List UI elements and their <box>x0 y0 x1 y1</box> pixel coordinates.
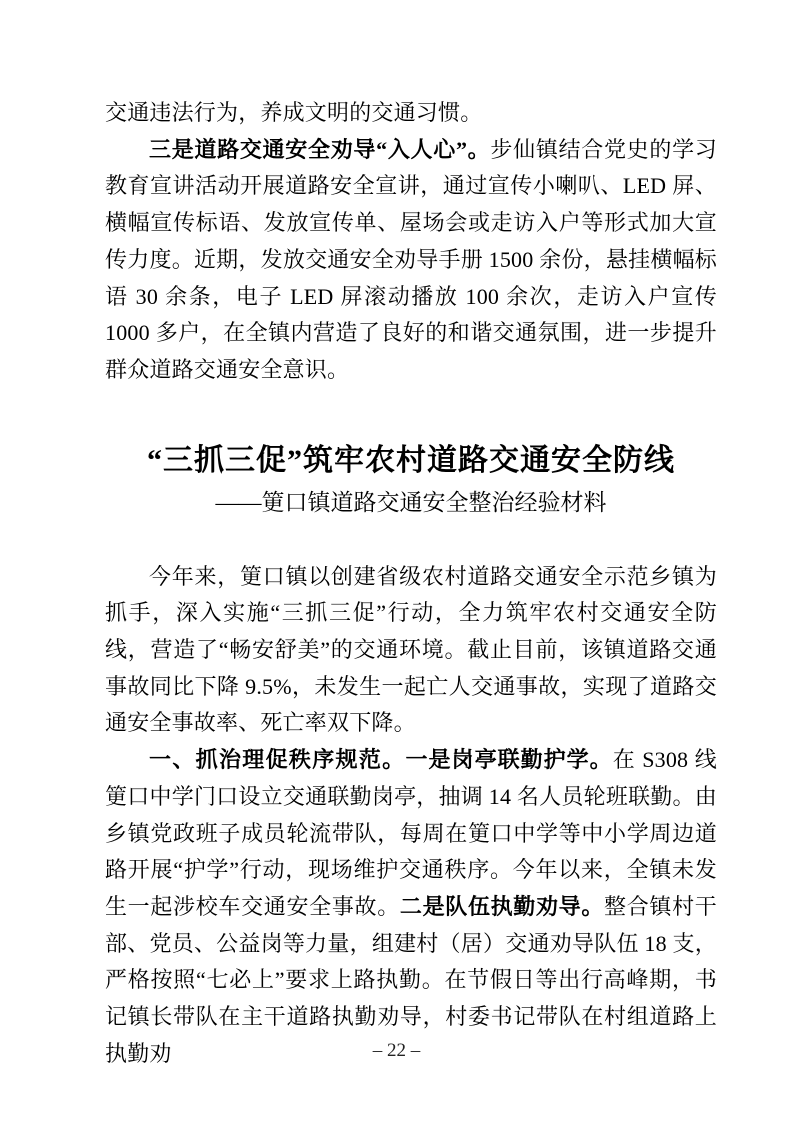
measure-point1-bold: 一是岗亭联勤护学。 <box>405 747 613 773</box>
section-title: “三抓三促”筑牢农村道路交通安全防线 <box>147 443 675 477</box>
measure-point2-bold: 二是队伍执勤劝导。 <box>399 893 605 919</box>
point3-body-text: 步仙镇结合党史的学习教育宣讲活动开展道路安全宣讲，通过宣传小喇叭、LED 屏、横幅宣传标语、发放宣传单、屋场会或走访入户等形式加大宣传力度。近期，发放交通安全劝导手册 1500 余份，悬挂横幅标语 30 余条，电子 LED 屏滚动播放 100 余次，走访入户宣传 1000 多户，在全镇内营造了良好的和谐交通氛围，进一步提升群众道路交通安全意识。 <box>105 136 717 382</box>
intro-paragraph-continuation-text: 交通违法行为，养成文明的交通习惯。 <box>105 100 483 125</box>
section-paragraph-measures <box>105 742 717 1072</box>
section-paragraph-overview <box>105 559 717 743</box>
measure-point2-text: 整合镇村干部、党员、公益岗等力量，组建村（居）交通劝导队伍 18 支，严格按照“七必上”要求上路执勤。在节假日等出行高峰期，书记镇长带队在主干道路执勤劝导，村委书记带队在村组道路上执勤劝 <box>105 893 717 1066</box>
section-subtitle: ——筻口镇道路交通安全整治经验材料 <box>215 489 607 515</box>
intro-paragraph-continuation <box>105 95 717 132</box>
measure-heading-bold: 一、抓治理促秩序规范。 <box>149 747 406 773</box>
measure-point1-text: 在 S308 线筻口中学门口设立交通联勤岗亭，抽调 14 名人员轮班联勤。由乡镇党政班子成员轮流带队，每周在筻口中学等中小学周边道路开展“护学”行动，现场维护交通秩序。今年以来，全镇未发生一起涉校车交通安全事故。 <box>105 747 717 919</box>
document-text-column <box>105 95 717 1072</box>
point3-lead-bold: 三是道路交通安全劝导“入人心”。 <box>149 136 491 162</box>
page-number: – 22 – <box>372 1040 421 1061</box>
intro-paragraph-point3 <box>105 132 717 389</box>
overview-text: 今年来，筻口镇以创建省级农村道路交通安全示范乡镇为抓手，深入实施“三抓三促”行动，全力筑牢农村交通安全防线，营造了“畅安舒美”的交通环境。截止目前，该镇道路交通事故同比下降 9.5%，未发生一起亡人交通事故，实现了道路交通安全事故率、死亡率双下降。 <box>105 563 717 736</box>
